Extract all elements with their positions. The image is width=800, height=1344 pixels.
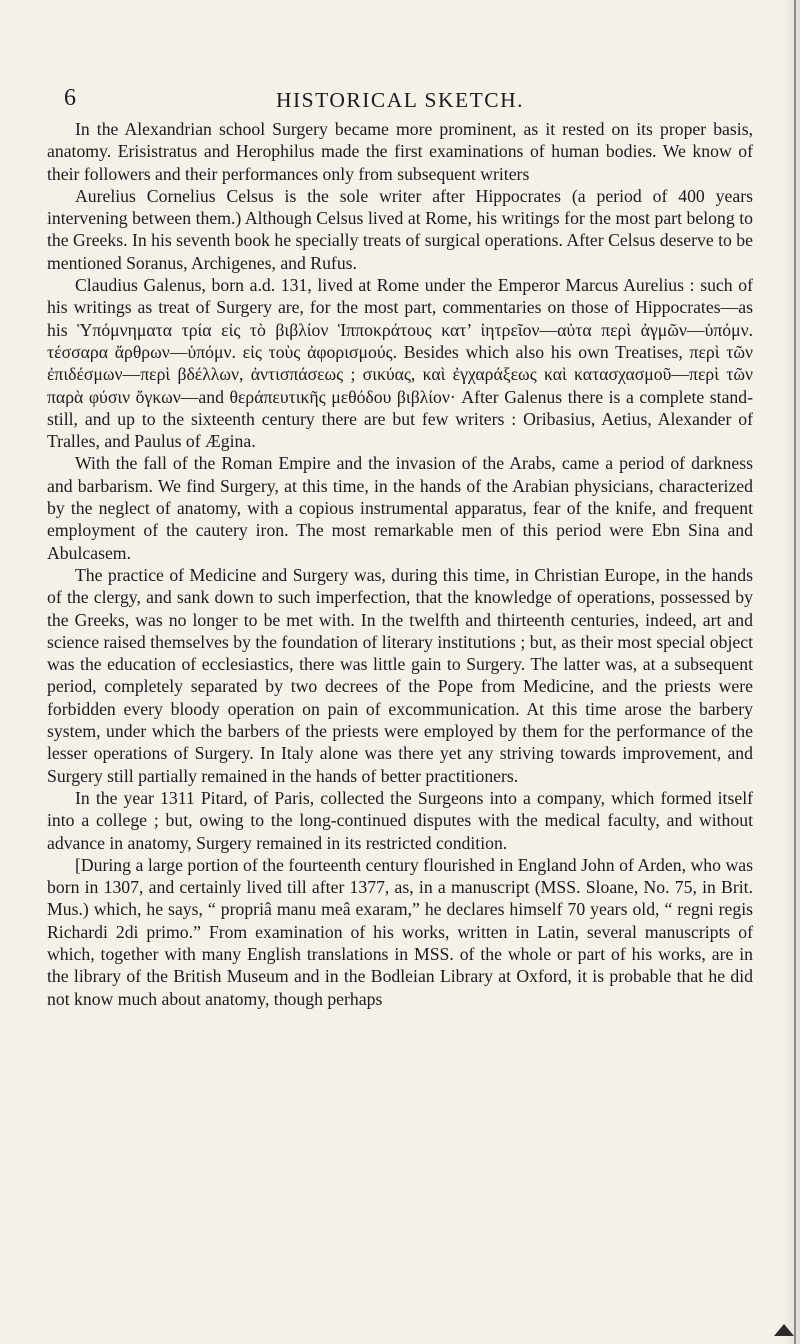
page-number: 6 <box>64 85 76 111</box>
paragraph-pitard: In the year 1311 Pitard, of Paris, collected the Surgeons into a company, which formed itself into a college ; but, owing to the long-continued disputes with the medical faculty, and without advance in anatomy, Surgery remained in its restricted condition. <box>47 787 753 853</box>
paragraph-celsus: Aurelius Cornelius Celsus is the sole writer after Hippocrates (a period of 400 years intervening between them.) Although Celsus lived at Rome, his writings for the most part belong to the Greeks. In his seventh book he specially treats of surgical operations. After Celsus deserve to be mentioned Soranus, Archigenes, and Rufus. <box>47 185 753 273</box>
body-text <box>47 118 753 1010</box>
paragraph-galenus: Claudius Galenus, born a.d. 131, lived at Rome under the Emperor Marcus Aurelius : such of his writings as treat of Surgery are, for the most part, commentaries on those of Hippocrates—as his Ὑπόμνηματα τρία εἰς τὸ βιβλίον Ἱπποκράτους κατ’ ἰητρεῖον—αὐτα περὶ ἀγμῶν—ὑπόμν. τέσσαρα ἄρθρων—ὑπόμν. εἰς τοὺς ἀφορισμούς. Besides which also his own Treatises, περὶ τῶν ἐπιδέσμων—περὶ βδέλλων, ἀντισπάσεως ; σικύας, καὶ ἐγχαράξεως καὶ κατασχασμοῦ—περὶ τῶν παρὰ φύσιν ὄγκων—and θεράπευτικῆς μεθόδου βιβλίον· After Galenus there is a complete stand-still, and up to the sixteenth century there are but few writers : Oribasius, Aetius, Alexander of Tralles, and Paulus of Ægina. <box>47 275 753 452</box>
paragraph-christian-europe: The practice of Medicine and Surgery was, during this time, in Christian Europe, in the hands of the clergy, and sank down to such imperfection, that the knowledge of operations, possessed by the Greeks, was no longer to be met with. In the twelfth and thirteenth centuries, indeed, art and science raised themselves by the foundation of literary institutions ; but, as their most special object was the education of ecclesiastics, there was little gain to Surgery. The latter was, at a subsequent period, completely separated by two decrees of the Pope from Medicine, and the priests were forbidden every bloody operation on pain of excommunication. At this time arose the barbery system, under which the barbers of the priests were employed by them for the performance of the lesser operations of Surgery. In Italy alone was there yet any striving towards improvement, and Surgery still partially remained in the hands of better practitioners. <box>47 564 753 786</box>
page-gutter-shadow <box>782 0 800 1344</box>
paragraph-alexandrian-school: In the Alexandrian school Surgery became more prominent, as it rested on its proper basis, anatomy. Erisistratus and Herophilus made the first examinations of human bodies. We know of their followers and their performances only from subsequent writers <box>47 119 753 184</box>
paragraph-john-of-arden: [During a large portion of the fourteenth century flourished in England John of Arden, who was born in 1307, and certainly lived till after 1377, as, in a manuscript (MSS. Sloane, No. 75, in Brit. Mus.) which, he says, “ propriâ manu meâ exaram,” he declares himself 70 years old, “ regni regis Richardi 2di primo.” From examination of his works, written in Latin, several manuscripts of which, together with many English translations in MSS. of the whole or part of his works, are in the library of the British Museum and in the Bodleian Library at Oxford, it is probable that he did not know much about anatomy, though perhaps <box>47 854 753 1009</box>
running-head: HISTORICAL SKETCH. <box>276 88 524 112</box>
page-gutter-line <box>794 0 796 1344</box>
page-corner-mark-icon <box>774 1324 794 1336</box>
paragraph-roman-empire: With the fall of the Roman Empire and the invasion of the Arabs, came a period of darkness and barbarism. We find Surgery, at this time, in the hands of the Arabian physicians, characterized by the neglect of anatomy, with a copious instrumental apparatus, fear of the knife, and frequent employment of the cautery iron. The most remarkable men of this period were Ebn Sina and Abulcasem. <box>47 453 753 563</box>
